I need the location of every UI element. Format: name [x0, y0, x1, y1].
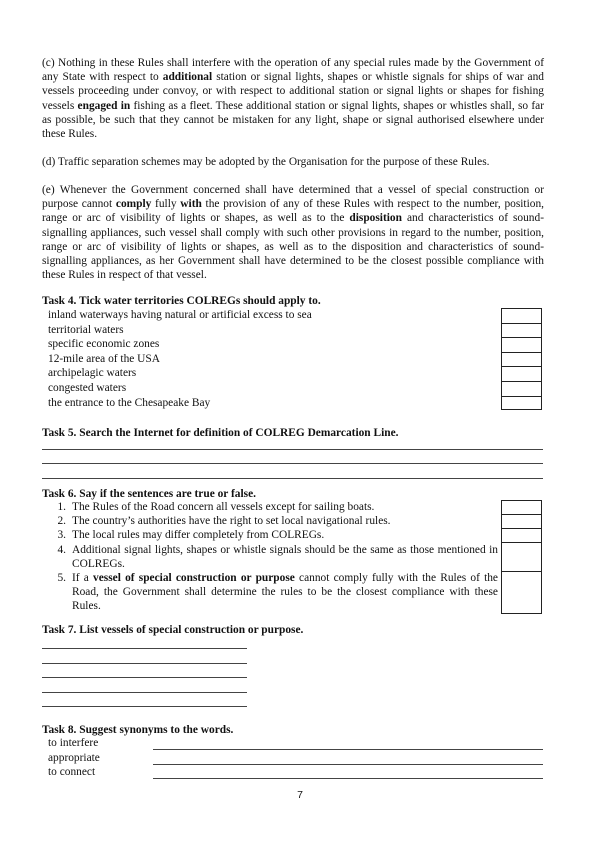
- answer-line[interactable]: [153, 778, 543, 779]
- task6-item: [42, 543, 498, 571]
- rule-c-text-3: fishing as a fleet. These additional station or signal lights, shapes or whistles shall, so far as possible, be such that they cannot be mistaken for any light, shape or signal authorised elsewhere under these Rules.: [42, 99, 544, 141]
- tick-box[interactable]: [502, 338, 541, 353]
- task6-title: Task 6. Say if the sentences are true or false.: [42, 488, 256, 500]
- task4-item: the entrance to the Chesapeake Bay: [48, 396, 211, 409]
- tick-box[interactable]: [502, 309, 541, 324]
- item-text: [72, 571, 498, 614]
- answer-line[interactable]: [42, 449, 543, 450]
- item-text: The local rules may differ completely from COLREGs.: [72, 529, 325, 542]
- item-number: 1.: [57, 501, 66, 513]
- task6-answer-boxes: [501, 500, 542, 614]
- tick-box[interactable]: [502, 397, 541, 411]
- task4-item: territorial waters: [48, 323, 124, 336]
- answer-line[interactable]: [153, 764, 543, 765]
- synonym-word: appropriate: [48, 752, 100, 764]
- task8-title: Task 8. Suggest synonyms to the words.: [42, 724, 234, 736]
- task6-item: [42, 500, 498, 514]
- answer-line[interactable]: [42, 648, 247, 649]
- synonym-word: to connect: [48, 766, 96, 778]
- task6-item: [42, 571, 498, 614]
- synonym-word: to interfere: [48, 737, 99, 749]
- rule-c-text-1: (c) Nothing in these Rules shall interfere with the operation of any special rules made by the Government of any State with respect to: [42, 57, 544, 84]
- item-number: 4.: [57, 543, 66, 556]
- item-text: The country’s authorities have the right to set local navigational rules.: [72, 515, 391, 528]
- answer-line[interactable]: [42, 677, 247, 678]
- answer-line[interactable]: [42, 663, 247, 664]
- item-number: 2.: [57, 515, 66, 528]
- task4-item: congested waters: [48, 381, 127, 394]
- rule-c-text-2: station or signal lights, shapes or whistle signals for ships of war and vessels proceeding under convoy, or with respect to additional station or signal lights or shapes for fishing vessels: [42, 71, 545, 112]
- rule-c-paragraph: [42, 56, 544, 141]
- answer-box[interactable]: [502, 572, 541, 615]
- task7-title: Task 7. List vessels of special construction or purpose.: [42, 624, 304, 636]
- rule-e-bold-1: comply: [115, 198, 152, 211]
- rule-e-bold-2: with: [180, 198, 202, 211]
- rule-e-text-4: and characteristics of sound-signalling appliances, such vessel shall comply with such other provisions in regard to the number, position, range or arc of visibility of lights or shapes, as well as to the disposition and characteristics of sound-signalling appliances, as her Government shall have determined to be the closest possible compliance with these Rules in respect of that vessel.: [42, 212, 544, 282]
- rule-e-text-1: (e) Whenever the Government concerned shall have determined that a vessel of special construction or purpose cannot: [42, 184, 544, 211]
- tick-box[interactable]: [502, 353, 541, 368]
- item-text-pre: If a: [72, 572, 94, 585]
- item-number: 3.: [57, 529, 66, 542]
- tick-box[interactable]: [502, 367, 541, 382]
- answer-box[interactable]: [502, 543, 541, 572]
- rule-e-text-3: the provision of any of these Rules with respect to the number, position, range or arc of visibility of lights or shapes, as well as to the: [42, 198, 545, 225]
- task6-list: [42, 500, 498, 614]
- task6-item: [42, 528, 498, 542]
- rule-c-bold-2: engaged in: [77, 99, 131, 112]
- task4-item: inland waterways having natural or artificial excess to sea: [48, 309, 312, 321]
- item-text: The Rules of the Road concern all vessels except for sailing boats.: [72, 501, 375, 513]
- rule-e-paragraph: [42, 183, 544, 282]
- answer-line[interactable]: [42, 463, 543, 464]
- task4-item: specific economic zones: [48, 338, 160, 351]
- answer-box[interactable]: [502, 501, 541, 515]
- item-text: Additional signal lights, shapes or whistle signals should be the same as those mentioned in COLREGs.: [72, 543, 498, 570]
- task4-item: archipelagic waters: [48, 367, 137, 380]
- task4-tick-boxes: [501, 308, 542, 410]
- item-number: 5.: [57, 572, 66, 585]
- task4-title: Task 4. Tick water territories COLREGs should apply to.: [42, 295, 321, 307]
- rule-e-text-2: fully: [151, 198, 181, 211]
- tick-box[interactable]: [502, 382, 541, 397]
- item-text-bold: vessel of special construction or purpose: [93, 572, 295, 585]
- tick-box[interactable]: [502, 324, 541, 339]
- task4-item: 12-mile area of the USA: [48, 352, 160, 365]
- task4-list: [48, 308, 312, 410]
- answer-line[interactable]: [42, 706, 247, 707]
- task6-item: [42, 514, 498, 528]
- rule-c-bold-1: additional: [162, 71, 213, 84]
- rule-d-paragraph: (d) Traffic separation schemes may be adopted by the Organisation for the purpose of these Rules.: [42, 156, 490, 168]
- rule-e-bold-3: disposition: [349, 212, 402, 225]
- answer-line[interactable]: [153, 749, 543, 750]
- task5-title: Task 5. Search the Internet for definition of COLREG Demarcation Line.: [42, 427, 399, 439]
- answer-line[interactable]: [42, 478, 543, 479]
- page-number: 7: [297, 789, 303, 801]
- item-text-post: cannot comply fully with the Rules of the Road, the Government shall determine the rules to be the closest compliance with these Rules.: [72, 572, 498, 613]
- answer-box[interactable]: [502, 515, 541, 529]
- answer-line[interactable]: [42, 692, 247, 693]
- answer-box[interactable]: [502, 529, 541, 543]
